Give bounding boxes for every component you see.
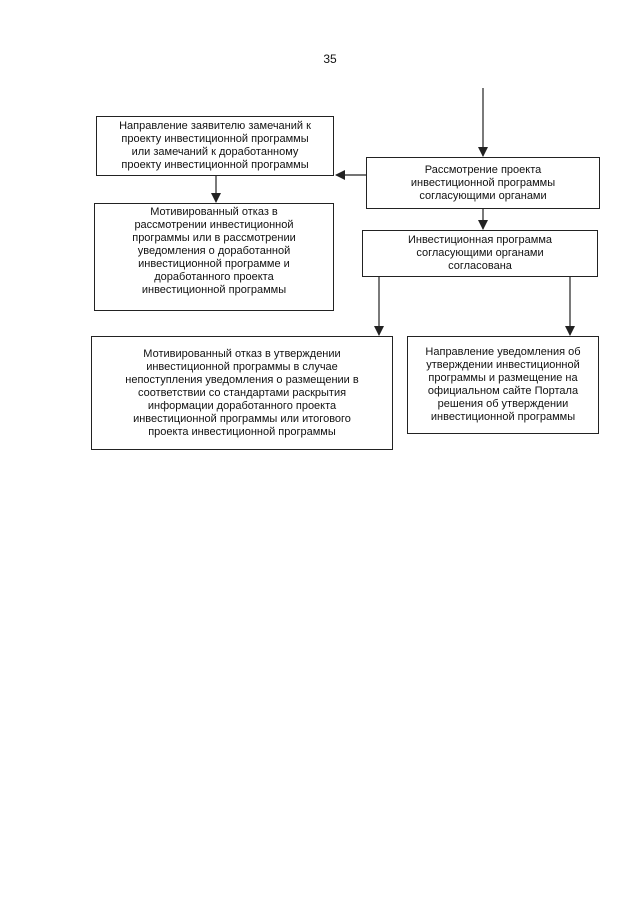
program-approved-box: Инвестиционная программа согласующими органами согласована	[362, 230, 598, 277]
motivated-refusal-approval-box: Мотивированный отказ в утверждении инвестиционной программы в случае непоступления уведомления о размещении в соответствии со стандартами раскрытия информации доработанного проекта инвестиционной программы или итогового проекта инвестиционной программы	[91, 336, 393, 450]
motivated-refusal-review-box: Мотивированный отказ в рассмотрении инвестиционной программы или в рассмотрении уведомления о доработанной инвестиционной программе и доработанного проекта инвестиционной программы	[94, 203, 334, 311]
remarks-direction-box: Направление заявителю замечаний к проекту инвестиционной программы или замечаний к доработанному проекту инвестиционной программы	[96, 116, 334, 176]
page-number: 35	[323, 52, 337, 66]
project-review-box: Рассмотрение проекта инвестиционной программы согласующими органами	[366, 157, 600, 209]
approval-notification-box: Направление уведомления об утверждении инвестиционной программы и размещение на официальном сайте Портала решения об утверждении инвестиционной программы	[407, 336, 599, 434]
